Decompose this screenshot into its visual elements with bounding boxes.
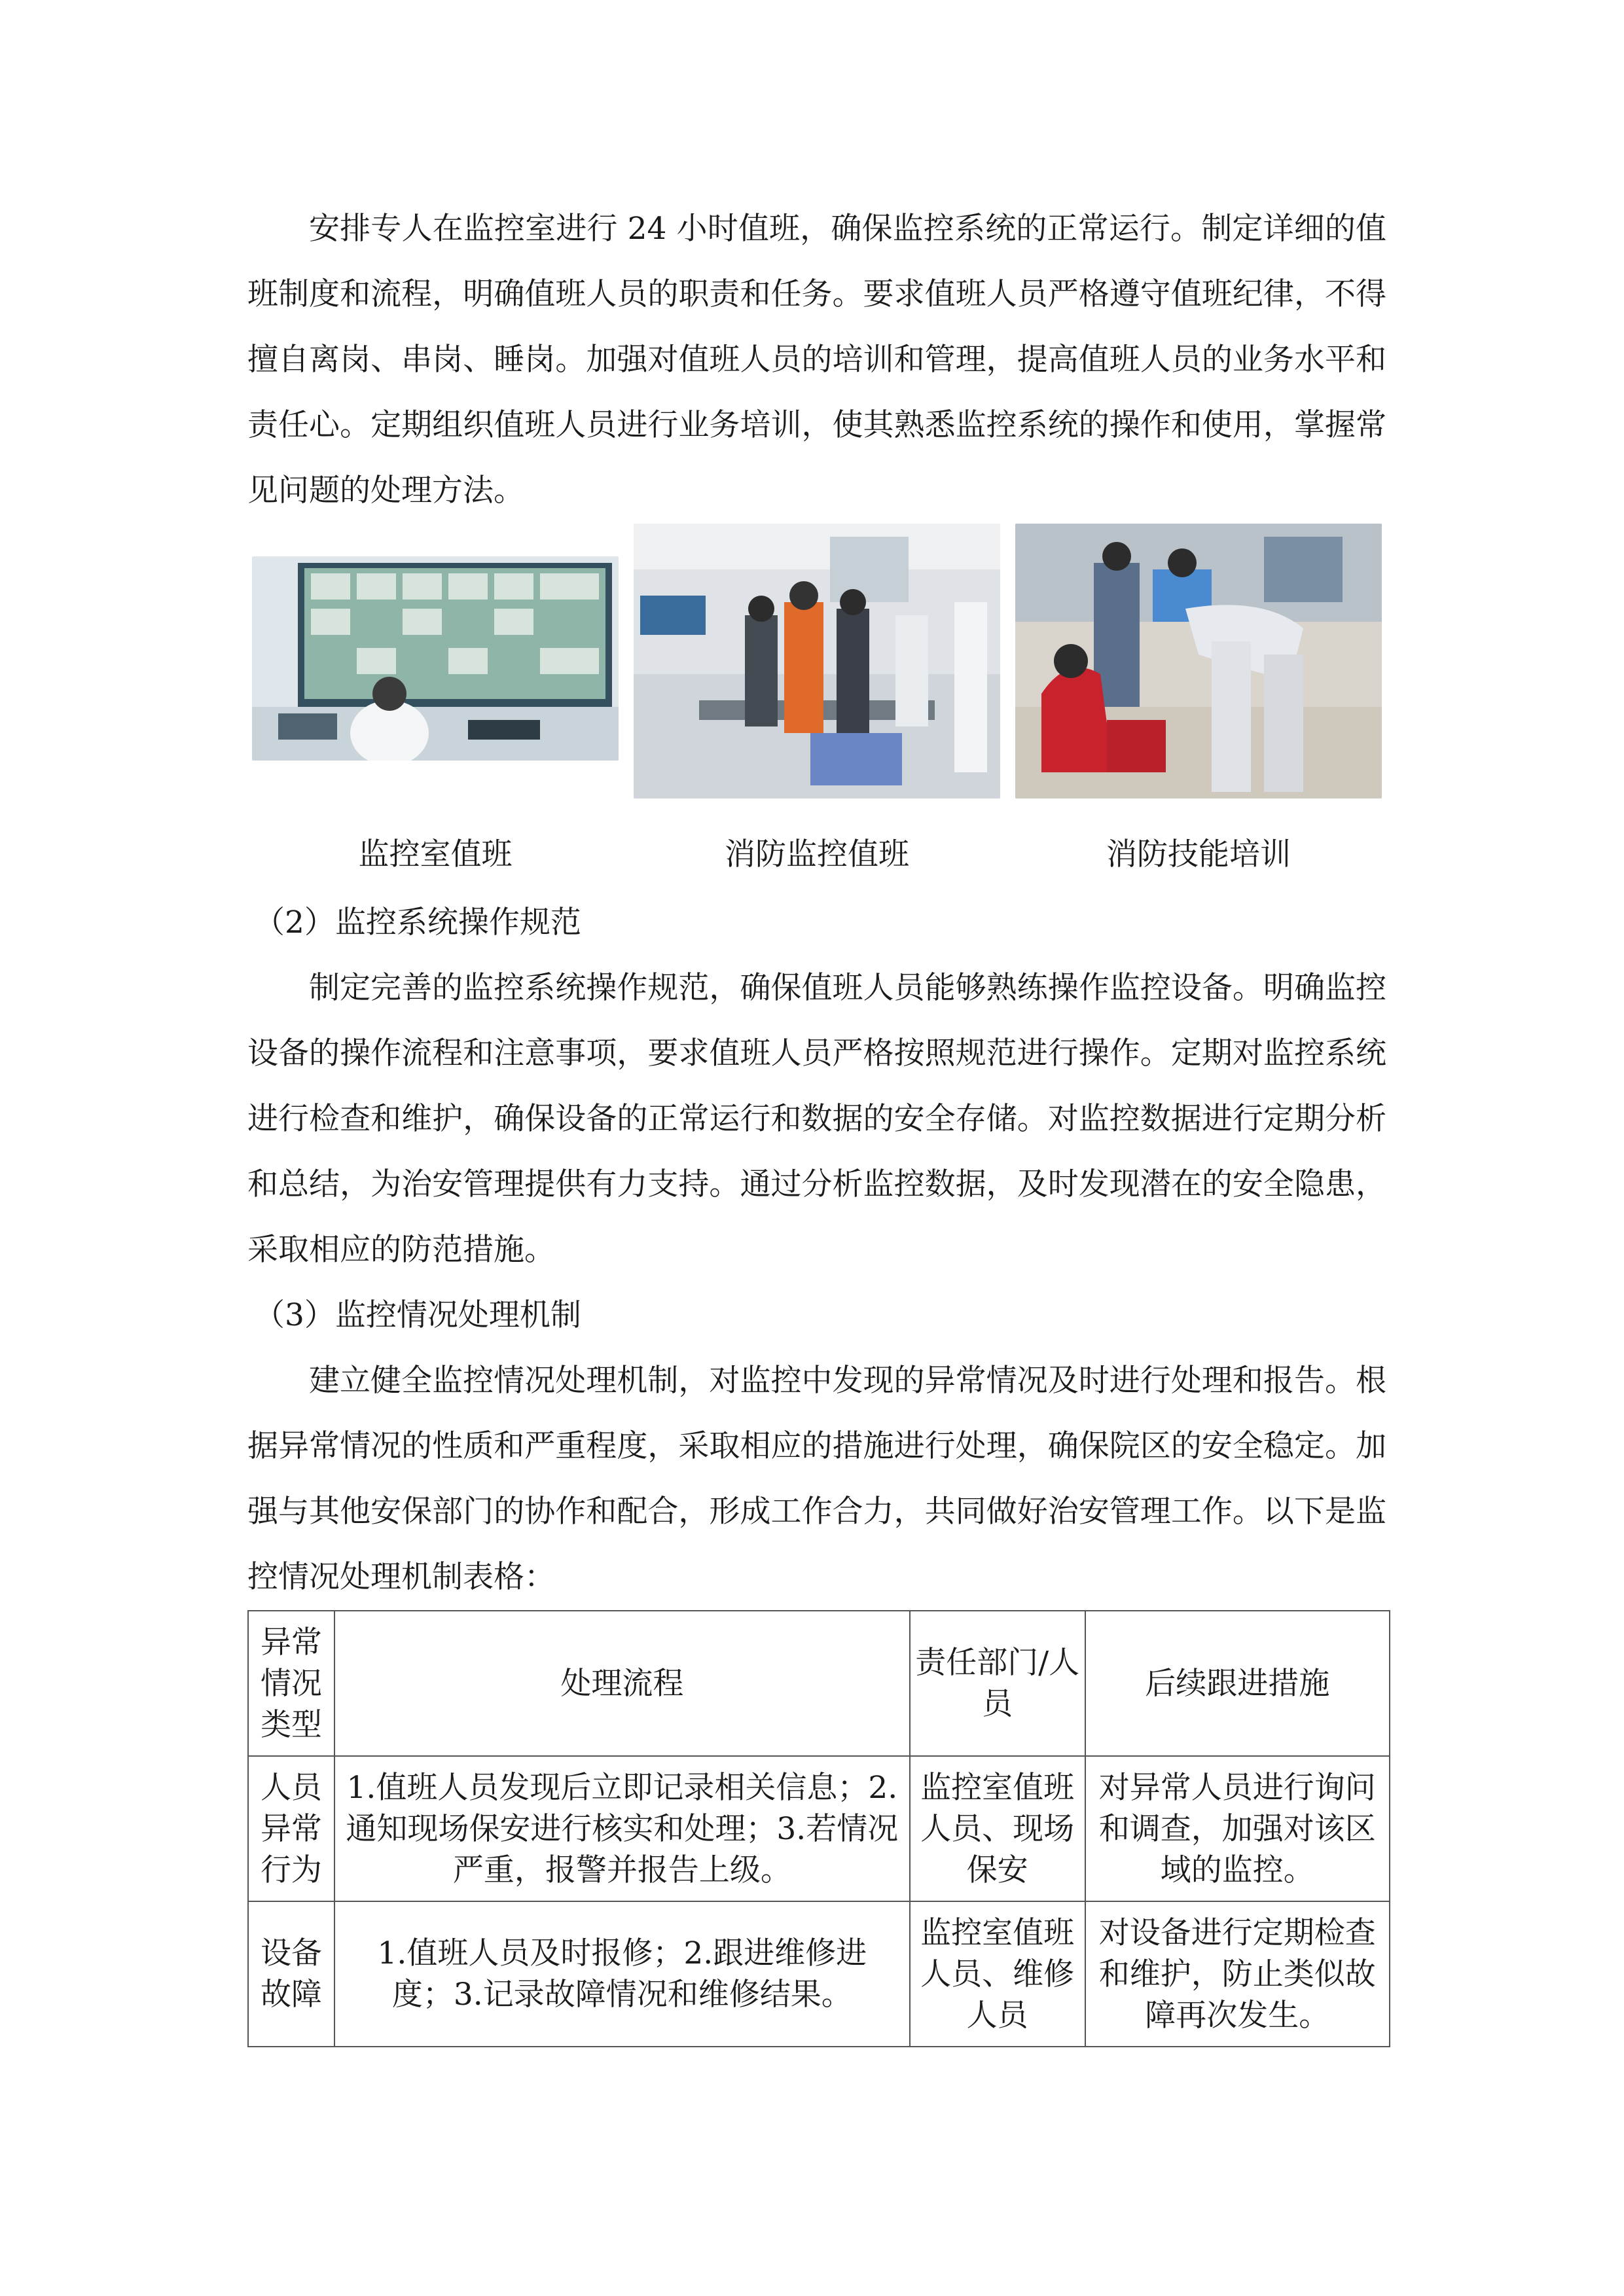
header-abnormal-type: 异常情况类型 <box>248 1611 334 1756</box>
table-cell: 对异常人员进行询问和调查，加强对该区域的监控。 <box>1085 1756 1390 1901</box>
caption-monitoring-room: 监控室值班 <box>358 836 513 872</box>
table-row <box>248 1756 1390 1901</box>
photo-row <box>247 524 1386 890</box>
table-cell: 1.值班人员发现后立即记录相关信息；2.通知现场保安进行核实和处理；3.若情况严重，报警并报告上级。 <box>334 1756 910 1901</box>
heading-handling-mechanism: （3）监控情况处理机制 <box>254 1297 581 1333</box>
header-process: 处理流程 <box>334 1611 910 1756</box>
caption-fire-monitoring: 消防监控值班 <box>725 836 909 872</box>
document-body <box>247 196 1386 2047</box>
caption-fire-training: 消防技能培训 <box>1106 836 1291 872</box>
header-responsible: 责任部门/人员 <box>910 1611 1085 1756</box>
heading-operation-standards: （2）监控系统操作规范 <box>254 905 581 941</box>
table-cell: 监控室值班人员、维修人员 <box>910 1901 1085 2047</box>
photo-fire-monitoring <box>634 524 1000 798</box>
table-header-row <box>248 1611 1390 1756</box>
table-cell: 对设备进行定期检查和维护，防止类似故障再次发生。 <box>1085 1901 1390 2047</box>
table-row <box>248 1901 1390 2047</box>
table-cell: 监控室值班人员、现场保安 <box>910 1756 1085 1901</box>
header-follow-up: 后续跟进措施 <box>1085 1611 1390 1756</box>
handling-mechanism-table <box>247 1610 1390 2047</box>
table-cell: 设备故障 <box>248 1901 334 2047</box>
paragraph-duty: 安排专人在监控室进行 24 小时值班，确保监控系统的正常运行。制定详细的值班制度和流程，明确值班人员的职责和任务。要求值班人员严格遵守值班纪律，不得擅自离岗、串岗、睡岗。加强对值班人员的培训和管理，提高值班人员的业务水平和责任心。定期组织值班人员进行业务培训，使其熟悉监控系统的操作和使用，掌握常见问题的处理方法。 <box>247 211 1386 509</box>
table-cell: 人员异常行为 <box>248 1756 334 1901</box>
paragraph-operation-standards: 制定完善的监控系统操作规范，确保值班人员能够熟练操作监控设备。明确监控设备的操作流程和注意事项，要求值班人员严格按照规范进行操作。定期对监控系统进行检查和维护，确保设备的正常运行和数据的安全存储。对监控数据进行定期分析和总结，为治安管理提供有力支持。通过分析监控数据，及时发现潜在的安全隐患，采取相应的防范措施。 <box>247 970 1386 1268</box>
paragraph-handling-mechanism: 建立健全监控情况处理机制，对监控中发现的异常情况及时进行处理和报告。根据异常情况的性质和严重程度，采取相应的措施进行处理，确保院区的安全稳定。加强与其他安保部门的协作和配合，形成工作合力，共同做好治安管理工作。以下是监控情况处理机制表格： <box>247 1363 1386 1595</box>
photo-fire-training <box>1015 524 1382 798</box>
table-cell: 1.值班人员及时报修；2.跟进维修进度；3.记录故障情况和维修结果。 <box>334 1901 910 2047</box>
photo-monitoring-room <box>252 556 619 761</box>
